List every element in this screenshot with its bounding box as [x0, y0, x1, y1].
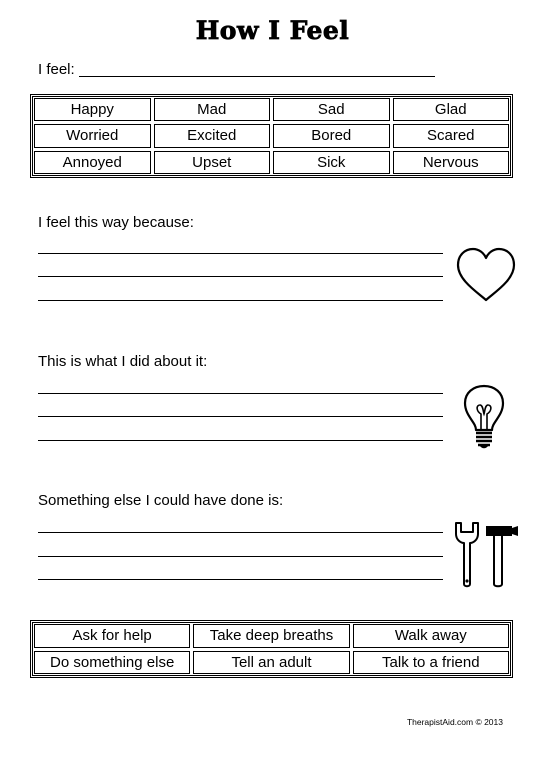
write-line[interactable] — [38, 416, 443, 417]
feeling-cell-sad[interactable]: Sad — [273, 98, 390, 121]
write-line[interactable] — [38, 300, 443, 301]
feeling-cell-bored[interactable]: Bored — [273, 124, 390, 147]
section-label-because: I feel this way because: — [38, 214, 194, 231]
heart-icon — [455, 246, 517, 304]
action-cell-talk-to-a-friend[interactable]: Talk to a friend — [353, 651, 509, 675]
section-label-something-else: Something else I could have done is: — [38, 492, 284, 509]
action-cell-do-something-else[interactable]: Do something else — [34, 651, 190, 675]
feeling-cell-mad[interactable]: Mad — [154, 98, 271, 121]
write-line[interactable] — [38, 556, 443, 557]
feeling-cell-glad[interactable]: Glad — [393, 98, 510, 121]
write-line[interactable] — [38, 393, 443, 394]
action-cell-ask-for-help[interactable]: Ask for help — [34, 624, 190, 648]
feeling-cell-happy[interactable]: Happy — [34, 98, 151, 121]
write-line[interactable] — [38, 579, 443, 580]
feeling-cell-excited[interactable]: Excited — [154, 124, 271, 147]
i-feel-write-line[interactable] — [79, 76, 435, 77]
worksheet-title: How I Feel — [195, 16, 350, 45]
section-label-what-i-did: This is what I did about it: — [38, 353, 208, 370]
feeling-cell-annoyed[interactable]: Annoyed — [34, 151, 151, 174]
feeling-cell-sick[interactable]: Sick — [273, 151, 390, 174]
action-cell-tell-an-adult[interactable]: Tell an adult — [193, 651, 349, 675]
action-cell-take-deep-breaths[interactable]: Take deep breaths — [193, 624, 349, 648]
tools-icon — [452, 520, 522, 590]
action-cell-walk-away[interactable]: Walk away — [353, 624, 509, 648]
write-line[interactable] — [38, 440, 443, 441]
i-feel-label: I feel: — [38, 61, 75, 78]
write-line[interactable] — [38, 253, 443, 254]
write-line[interactable] — [38, 532, 443, 533]
feelings-table — [30, 94, 513, 178]
lightbulb-icon — [462, 384, 506, 452]
feeling-cell-worried[interactable]: Worried — [34, 124, 151, 147]
feeling-cell-nervous[interactable]: Nervous — [393, 151, 510, 174]
actions-table — [30, 620, 513, 678]
write-line[interactable] — [38, 276, 443, 277]
footer-credit: TherapistAid.com © 2013 — [406, 717, 503, 727]
feeling-cell-scared[interactable]: Scared — [393, 124, 510, 147]
feeling-cell-upset[interactable]: Upset — [154, 151, 271, 174]
